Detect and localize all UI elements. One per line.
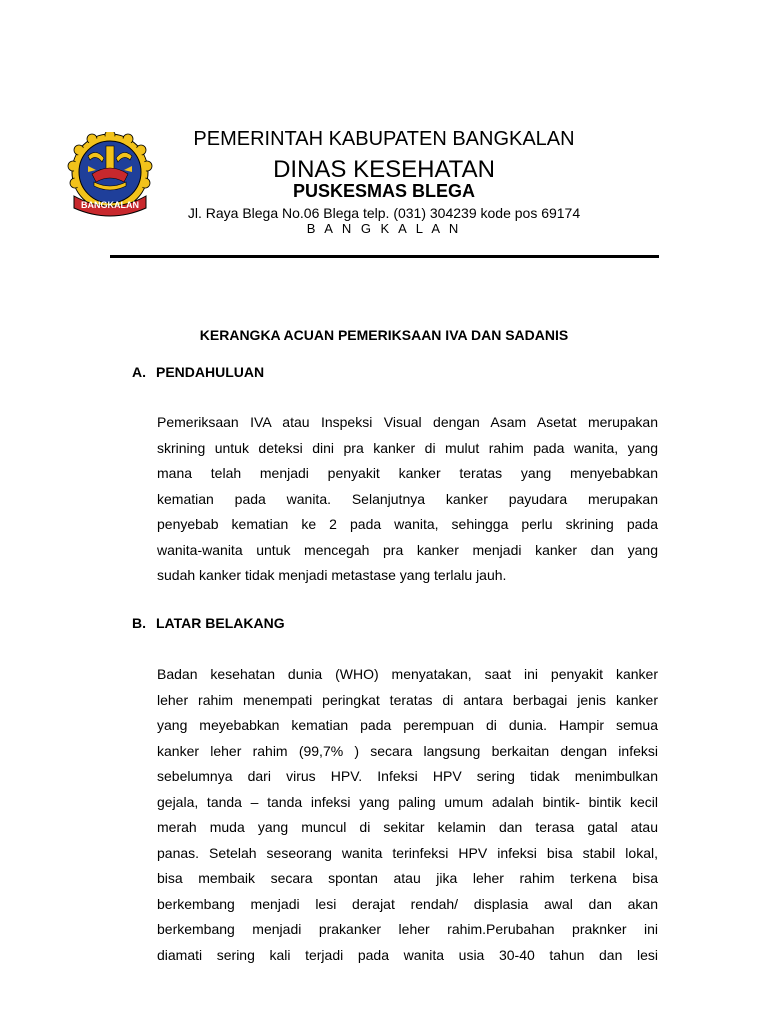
paragraph-line: berkembang menjadi lesi derajat rendah/ displasia awal dan akan xyxy=(157,895,658,912)
letterhead-divider xyxy=(110,255,659,258)
paragraph-line: kanker leher rahim (99,7% ) secara langsung berkaitan dengan infeksi xyxy=(157,742,658,759)
paragraph-line: leher rahim menempati peringkat teratas di antara berbagai jenis kanker xyxy=(157,691,658,708)
section-letter: B. xyxy=(132,615,146,631)
section-heading-a xyxy=(132,364,264,380)
paragraph-line: sudah kanker tidak menjadi metastase yang terlalu jauh. xyxy=(157,567,507,583)
paragraph-line: gejala, tanda – tanda infeksi yang paling umum adalah bintik- bintik kecil xyxy=(157,793,658,810)
letterhead-government-name: PEMERINTAH KABUPATEN BANGKALAN xyxy=(193,128,575,150)
paragraph-line: wanita-wanita untuk mencegah pra kanker menjadi kanker dan yang xyxy=(157,541,658,558)
document-title: KERANGKA ACUAN PEMERIKSAAN IVA DAN SADANIS xyxy=(199,327,569,343)
paragraph-line: berkembang menjadi prakanker leher rahim.Perubahan praknker ini xyxy=(157,921,658,937)
section-heading-b xyxy=(132,615,285,631)
paragraph-line: mana telah menjadi penyakit kanker teratas yang menyebabkan xyxy=(157,465,658,481)
paragraph-line: diamati sering kali terjadi pada wanita usia 30-40 tahun dan lesi xyxy=(157,946,658,963)
letterhead-city: B A N G K A L A N xyxy=(306,221,462,236)
letterhead-institution-name: PUSKESMAS BLEGA xyxy=(292,181,476,201)
paragraph-line: Badan kesehatan dunia (WHO) menyatakan, saat ini penyakit kanker xyxy=(157,666,658,682)
section-title: PENDAHULUAN xyxy=(156,364,265,380)
letterhead-department-name: DINAS KESEHATAN xyxy=(273,156,495,183)
paragraph-line: merah muda yang muncul di sekitar kelamin dan terasa gatal atau xyxy=(157,819,658,835)
seal-banner-text: BANGKALAN xyxy=(81,200,139,210)
section-letter: A. xyxy=(132,364,146,380)
paragraph-line: panas. Setelah seseorang wanita terinfeksi HPV infeksi bisa stabil lokal, xyxy=(157,844,658,861)
section-a-paragraph xyxy=(157,410,658,589)
paragraph-line: penyebab kematian ke 2 pada wanita, sehingga perlu skrining pada xyxy=(157,516,658,532)
section-b-paragraph xyxy=(157,662,658,968)
paragraph-line: Pemeriksaan IVA atau Inspeksi Visual dengan Asam Asetat merupakan xyxy=(157,414,658,430)
section-title: LATAR BELAKANG xyxy=(156,615,285,631)
paragraph-line: skrining untuk deteksi dini pra kanker di mulut rahim pada wanita, yang xyxy=(157,439,658,456)
paragraph-line: yang meyebabkan kematian pada perempuan di dunia. Hampir semua xyxy=(157,717,658,733)
paragraph-line: sebelumnya dari virus HPV. Infeksi HPV sering tidak menimbulkan xyxy=(157,768,658,784)
letterhead-address: Jl. Raya Blega No.06 Blega telp. (031) 304239 kode pos 69174 xyxy=(187,205,581,221)
paragraph-line: bisa membaik secara spontan atau jika leher rahim terkena bisa xyxy=(157,870,658,886)
paragraph-line: kematian pada wanita. Selanjutnya kanker payudara merupakan xyxy=(157,490,658,507)
